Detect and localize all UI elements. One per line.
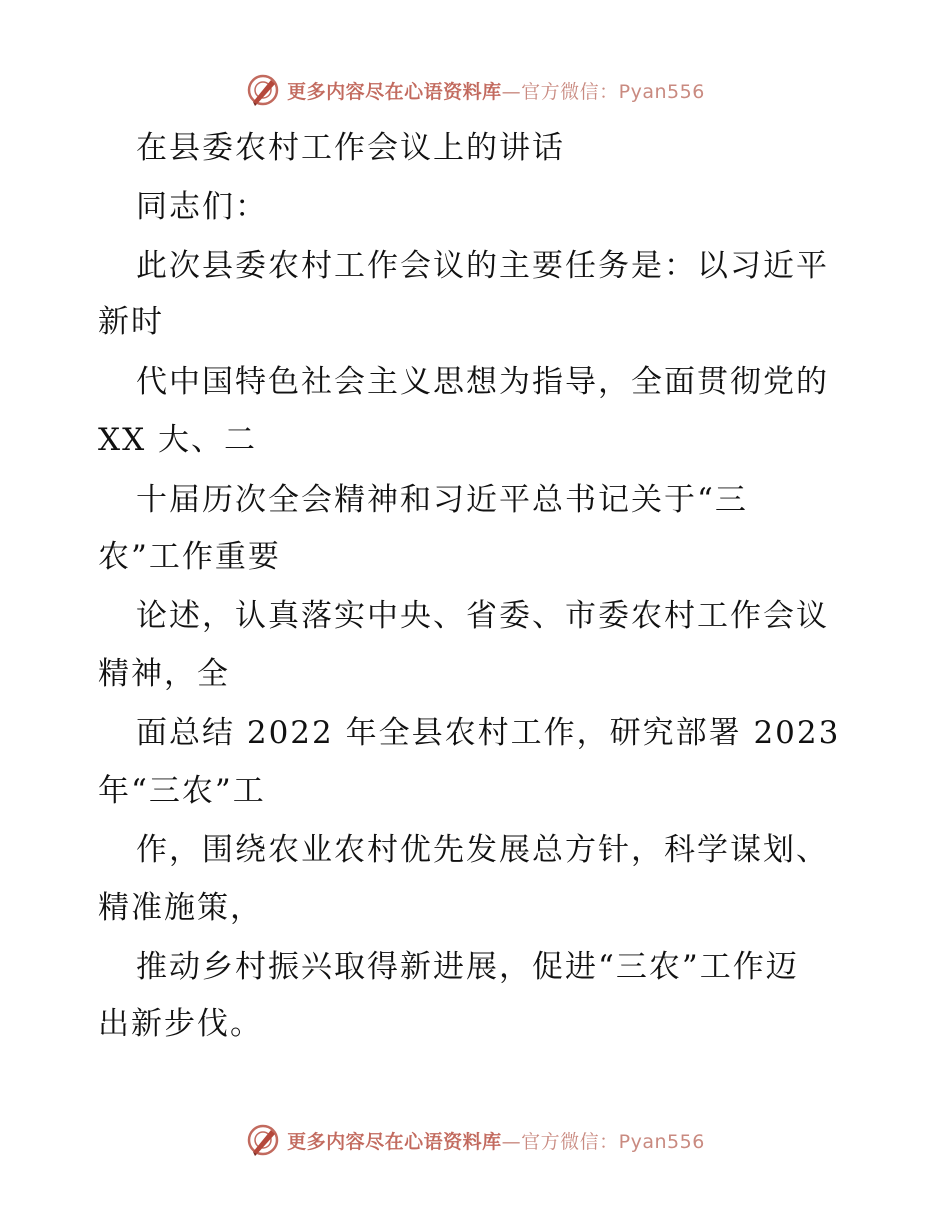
watermark-brand: 更多内容尽在心语资料库 — [287, 80, 502, 103]
body-line: 论述，认真落实中央、省委、市委农村工作会议 — [136, 598, 829, 634]
body-line: 此次县委农村工作会议的主要任务是：以习近平 — [136, 248, 829, 284]
watermark-separator: — — [501, 80, 522, 103]
footer-watermark — [0, 1120, 950, 1160]
watermark-separator: — — [501, 1130, 522, 1153]
salutation: 同志们： — [136, 189, 268, 225]
body-line: 推动乡村振兴取得新进展，促进“三农”工作迈 — [136, 949, 799, 985]
watermark-contact: 官方微信：Pyan556 — [521, 1130, 705, 1153]
body-line: XX 大、二 — [98, 422, 257, 458]
document-title: 在县委农村工作会议上的讲话 — [136, 130, 565, 166]
watermark-brand: 更多内容尽在心语资料库 — [287, 1130, 502, 1153]
body-line: 作，围绕农业农村优先发展总方针，科学谋划、 — [136, 832, 829, 868]
body-line: 代中国特色社会主义思想为指导，全面贯彻党的 — [136, 364, 829, 400]
watermark-contact: 官方微信：Pyan556 — [521, 80, 705, 103]
body-line: 十届历次全会精神和习近平总书记关于“三 — [136, 482, 748, 518]
body-line: 出新步伐。 — [98, 1006, 263, 1042]
watermark-text — [287, 1127, 705, 1154]
pen-circle-logo-icon — [245, 1122, 281, 1158]
body-line: 面总结 2022 年全县农村工作，研究部署 2023 — [136, 715, 841, 751]
body-line: 精准施策， — [98, 890, 263, 926]
body-line: 农”工作重要 — [98, 539, 281, 575]
body-line: 新时 — [98, 304, 164, 340]
body-line: 年“三农”工 — [98, 773, 266, 809]
body-line: 精神，全 — [98, 656, 230, 692]
